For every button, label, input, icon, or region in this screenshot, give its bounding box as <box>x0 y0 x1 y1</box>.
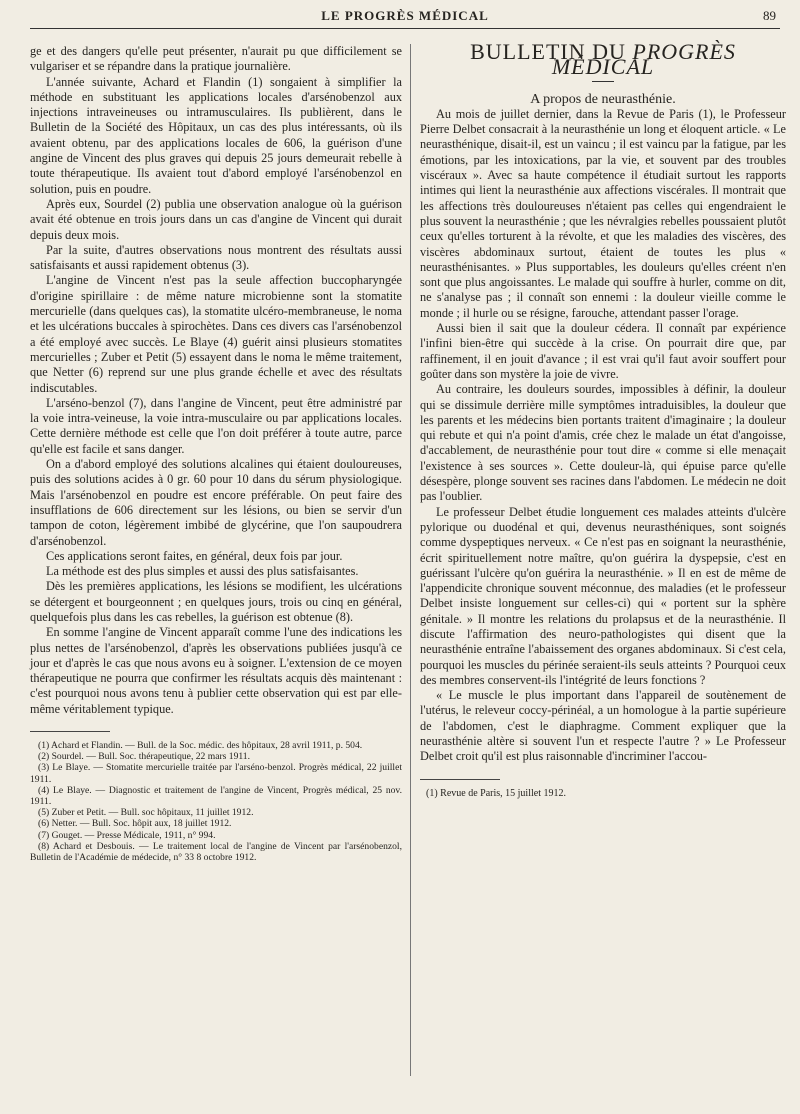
footnote: (8) Achard et Desbouis. — Le traitement local de l'angine de Vincent par l'arsénobenzol, Bulletin de l'Académie de médecide, n° 33 8 octobre 1912. <box>30 840 402 864</box>
footnote: (6) Netter. — Bull. Soc. hôpit aux, 18 juillet 1912. <box>38 818 232 830</box>
footnote-rule <box>30 731 110 732</box>
bulletin-title-prefix: BULLETIN DU <box>470 39 626 64</box>
footnote: (1) Achard et Flandin. — Bull. de la Soc. médic. des hôpitaux, 28 avril 1911, p. 504. <box>38 740 363 752</box>
paragraph: L'année suivante, Achard et Flandin (1) songaient à simplifier la méthode en substituant les applications locales d'arsénobenzol aux injections intraveineuses ou intramusculaires. Ils publièrent, dans le Bulletin de la Société des Hôpitaux, un cas des plus intéressants, où ils avaient obtenu, par des applications locales de 606, la guérison d'une angine de Vincent des plus graves qui depuis 25 jours demeurait rebelle à toute thérapeutique. Ils avaient tout d'abord employé l'arsénobenzol en solution, puis en poudre. <box>30 74 402 196</box>
paragraph: L'angine de Vincent n'est pas la seule affection buccopharyngée d'origine spirillaire : de même nature microbienne sont la stomatite mercurielle (dans quelques cas), la stomatite ulcéro-membraneuse, le noma et les ulcérations buccales à spirochètes. Dans ces divers cas l'arsénobenzol a été employé avec succès. Le Blaye (4) guérit ainsi plusieurs stomatites mercurielles ; Zuber et Petit (5) essayent dans le noma le même traitement, que Netter (6) reprend sur une plus grande échelle et avec des résultats indiscutables. <box>30 273 402 395</box>
paragraph: La méthode est des plus simples et aussi des plus satisfaisantes. <box>46 564 359 579</box>
paragraph: Par la suite, d'autres observations nous montrent des résultats aussi satisfaisants et aussi rapidement obtenus (3). <box>30 242 402 273</box>
footnote: (1) Revue de Paris, 15 juillet 1912. <box>426 787 566 799</box>
paragraph: Le professeur Delbet étudie longuement ces malades atteints d'ulcère pylorique ou duodénal et qui, devenus neurasthéniques, sont soignés comme dyspeptiques nerveux. « Ce n'est pas en soignant la neurasthénie, écrit spirituellement notre maître, qu'on guérira la dyspepsie, c'est en guérissant l'ulcère qu'on guérira la neurasthénie. » Il en est de même de l'appendicite chronique souvent méconnue, des maladies (et le professeur Delbet insiste longuement sur celles-ci) qui « portent sur la sphère génitale. » Il montre les relations du prolapsus et de la neurasthénie. Il discute l'affirmation des neuro-pathologistes qui disent que la neurasthénie entraîne l'abaissement des organes abdominaux. Si c'est cela, pourquoi les muscles du périnée seraient-ils seuls atteints ? Pourquoi ceux des membres conservent-ils l'intégrité de leurs fonctions ? <box>420 504 786 687</box>
paragraph: Après eux, Sourdel (2) publia une observation analogue où la guérison avait été obtenue en trois jours dans un cas d'angine de Vincent qui durait depuis deux mois. <box>30 196 402 242</box>
page-header <box>30 4 780 29</box>
journal-title: LE PROGRÈS MÉDICAL <box>321 8 489 23</box>
bulletin-title-emphasis: PROGRÈS MÉDICAL <box>551 39 736 80</box>
paragraph: On a d'abord employé des solutions alcalines qui étaient douloureuses, puis des solutions acides à 0 gr. 60 pour 10 dans du sérum physiologique. Mais l'arsénobenzol en poudre est encore préférable. On peut faire des insufflations de 606 directement sur les lésions, ou bien se servir d'un tampon de coton, légèrement imbibé de glycérine, que l'on saupoudrera d'arsénobenzol. <box>30 457 402 548</box>
page-number: 89 <box>763 8 776 23</box>
column-divider <box>410 44 411 1076</box>
paragraph: Au contraire, les douleurs sourdes, impossibles à définir, la douleur qui se dissimule derrière mille symptômes intraduisibles, la douleur que les parents et les médecins bien portants traitent d'imaginaire ; la douleur qui rebute et qui n'a point d'amis, crée chez le malade un état d'angoisse, d'accablement, de neurasthénie pour tout dire « comme si elle menaçait l'existence à ses sources ». Cette douleur-là, qui épuise parce qu'elle désespère, plonge souvent ses racines dans l'abdomen. Le médecin ne doit pas l'oublier. <box>420 382 786 504</box>
footnotes <box>420 788 786 800</box>
paragraph: « Le muscle le plus important dans l'appareil de soutènement de l'utérus, le releveur coccy-périnéal, a un homologue à la partie supérieure de l'abdomen, c'est le diaphragme. Comment expliquer que la neurasthénie altère si souvent l'un et respecte l'autre ? » Le Professeur Delbet croit qu'il est plus raisonnable d'incriminer l'accou- <box>420 688 786 764</box>
title-dash <box>592 81 614 82</box>
paragraph: L'arséno-benzol (7), dans l'angine de Vincent, peut être administré par la voie intra-veineuse, la voie intra-musculaire ou par applications locales. Cette dernière méthode est celle que l'on doit préférer à toute autre, parce qu'elle est facile et sans danger. <box>30 395 402 456</box>
footnote: (7) Gouget. — Presse Médicale, 1911, n° 994. <box>38 829 216 841</box>
bulletin-title <box>420 39 786 80</box>
paragraph: Aussi bien il sait que la douleur cédera. Il connaît par expérience l'infini bien-être qui succède à la crise. On pourrait dire que, par raffinement, il en jouit d'avance ; il est vrai qu'il faut avoir souffert pour goûter dans son mystère la joie de vivre. <box>420 321 786 381</box>
footnote: (3) Le Blaye. — Stomatite mercurielle traitée par l'arséno-benzol. Progrès médical, 22 juillet 1911. <box>30 762 402 785</box>
paragraph: Dès les premières applications, les lésions se modifient, les ulcérations se détergent et bourgeonnent ; en quelques jours, trois ou cinq en général, quelquefois plus dans les cas rebelles, la guérison est obtenue (8). <box>30 579 402 624</box>
footnote-rule <box>420 779 500 780</box>
article-subheading: A propos de neurasthénie. <box>530 91 676 107</box>
left-column <box>30 44 402 863</box>
paragraph: En somme l'angine de Vincent apparaît comme l'une des indications les plus nettes de l'arsénobenzol, d'après les observations publiées jusqu'à ce jour et d'après le cas que nous avons eu à soigner. L'extension de ce moyen thérapeutique ne pourra que confirmer les résultats acquis dès maintenant : c'est pourquoi nous avons tenu à publier cette observation qui est par elle-même véritablement typique. <box>30 625 402 716</box>
footnote: (2) Sourdel. — Bull. Soc. thérapeutique, 22 mars 1911. <box>38 751 251 763</box>
paragraph: ge et des dangers qu'elle peut présenter, n'aurait pu que difficilement se vulgariser et se répandre dans la pratique journalière. <box>30 44 402 74</box>
footnotes <box>30 740 402 863</box>
footnote: (5) Zuber et Petit. — Bull. soc hôpitaux, 11 juillet 1912. <box>38 807 254 819</box>
footnote: (4) Le Blaye. — Diagnostic et traitement de l'angine de Vincent, Progrès médical, 25 nov. 1911. <box>30 784 402 808</box>
right-column <box>420 39 786 800</box>
paragraph: Au mois de juillet dernier, dans la Revue de Paris (1), le Professeur Pierre Delbet consacrait à la neurasthénie un long et éloquent article. « Le neurasthénique, disait-il, est un vaincu ; il est vaincu par la fatigue, par les émotions, par les intoxications, par la vie, et souvent par des troubles viscéraux ». Avec sa haute compétence il étudiait surtout les rapports intimes qui lient la neurasthénie aux affections viscérales. Il montrait que les affections très douloureuses n'étaient pas celles qui engendraient le plus souvent la neurasthénie ; que les névralgies rebelles poussaient plutôt ceux qu'elles torturent à la révolte, et que les maladies des viscères, des viscères abdominaux surtout, étaient de toutes les plus « neurasthénisantes. » Plus supportables, les douleurs qu'elles créent n'en sont que plus angoissantes. Le malade qui souffre à hurler, comme on dit, ne s'analyse pas ; il connaît son ennemi : la douleur vieille comme le monde ; il hurle ou se résigne, farouche, attendant passer l'orage. <box>420 106 786 320</box>
paragraph: Ces applications seront faites, en général, deux fois par jour. <box>46 548 343 563</box>
